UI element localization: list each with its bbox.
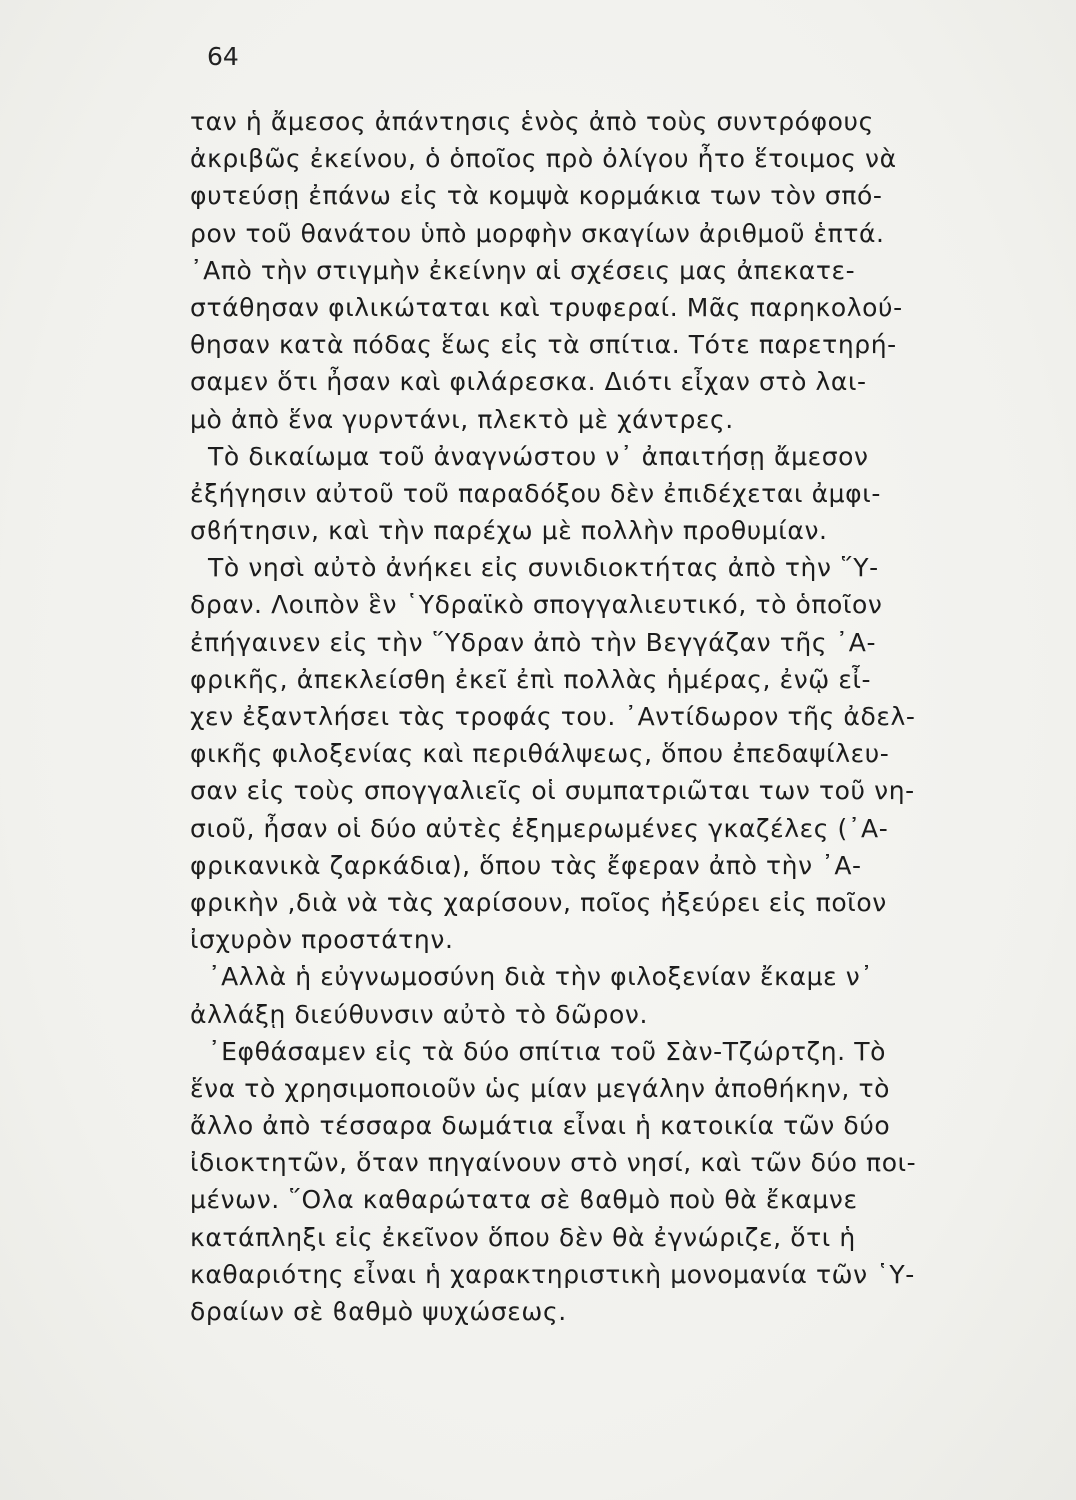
text-line: φρικῆς, ἀπεκλείσθη ἐκεῖ ἐπὶ πολλὰς ἡμέρας, ἐνῷ εἶ- — [190, 664, 872, 694]
text-line: καθαριότης εἶναι ἡ χαρακτηριστικὴ μονομανία τῶν ῾Υ- — [190, 1259, 915, 1289]
text-line: φρικανικὰ ζαρκάδια), ὅπου τὰς ἔφεραν ἀπὸ τὴν ᾿Α- — [190, 850, 862, 880]
text-line: θησαν κατὰ πόδας ἕως εἰς τὰ σπίτια. Τότε παρετηρή- — [190, 330, 897, 360]
text-line: Τὸ νησὶ αὐτὸ ἀνήκει εἰς συνιδιοκτήτας ἀπὸ τὴν ῞Υ- — [208, 553, 879, 583]
page-number: 64 — [207, 42, 239, 71]
text-line: ἐξήγησιν αὐτοῦ τοῦ παραδόξου δὲν ἐπιδέχεται ἀμφι- — [190, 478, 881, 508]
text-line: ἐπήγαινεν εἰς τὴν ῞Υδραν ἀπὸ τὴν Βεγγάζαν τῆς ᾿Α- — [190, 627, 877, 657]
text-line: ἀκριβῶς ἐκείνου, ὁ ὁποῖος πρὸ ὀλίγου ἦτο ἕτοιμος νὰ — [190, 144, 897, 174]
text-line: φρικὴν ,διὰ νὰ τὰς χαρίσουν, ποῖος ἠξεύρει εἰς ποῖον — [190, 887, 887, 917]
text-line: χεν ἐξαντλήσει τὰς τροφάς του. ᾿Αντίδωρον τῆς ἀδελ- — [190, 702, 916, 731]
text-line: Τὸ δικαίωμα τοῦ ἀναγνώστου ν᾿ ἀπαιτήσῃ ἄμεσον — [208, 441, 869, 471]
text-line: ᾿Εφθάσαμεν εἰς τὰ δύο σπίτια τοῦ Σὰν-Τζώρτζη. Τὸ — [208, 1036, 887, 1066]
text-line: ἰδιοκτητῶν, ὅταν πηγαίνουν στὸ νησί, καὶ τῶν δύο ποι- — [190, 1148, 917, 1178]
text-line: σιοῦ, ἦσαν οἱ δύο αὐτὲς ἐξημερωμένες γκαζέλες (᾿Α- — [190, 813, 889, 843]
text-line: στάθησαν φιλικώταται καὶ τρυφεραί. Μᾶς παρηκολού- — [190, 292, 903, 322]
text-line: ἀλλάξῃ διεύθυνσιν αὐτὸ τὸ δῶρον. — [190, 999, 648, 1029]
text-line: φυτεύσῃ ἐπάνω εἰς τὰ κομψὰ κορμάκια των τὸν σπό- — [190, 181, 883, 211]
text-line: ἰσχυρὸν προστάτην. — [190, 925, 454, 955]
text-line: σϐήτησιν, καὶ τὴν παρέχω μὲ πολλὴν προθυμίαν. — [190, 516, 828, 546]
text-line: μένων. ῞Ολα καθαρώτατα σὲ ϐαθμὸ ποὺ θὰ ἔκαμνε — [190, 1185, 858, 1215]
text-line: ᾿Απὸ τὴν στιγμὴν ἐκείνην αἱ σχέσεις μας ἀπεκατε- — [190, 255, 856, 285]
text-line: φικῆς φιλοξενίας καὶ περιθάλψεως, ὅπου ἐπεδαψίλευ- — [190, 739, 890, 769]
text-line: δραν. Λοιπὸν ἓν ῾Υδραϊκὸ σπογγαλιευτικό, τὸ ὁποῖον — [190, 590, 883, 620]
text-line: σαν εἰς τοὺς σπογγαλιεῖς οἱ συμπατριῶται των τοῦ νη- — [190, 776, 915, 806]
text-line: ταν ἡ ἄμεσος ἀπάντησις ἑνὸς ἀπὸ τοὺς συντρόφους — [190, 107, 874, 136]
text-line: ἄλλο ἀπὸ τέσσαρα δωμάτια εἶναι ἡ κατοικία τῶν δύο — [190, 1111, 891, 1141]
text-line: ἕνα τὸ χρησιμοποιοῦν ὡς μίαν μεγάλην ἀποθήκην, τὸ — [190, 1073, 891, 1103]
text-line: ρον τοῦ θανάτου ὑπὸ μορφὴν σκαγίων ἀριθμοῦ ἑπτά. — [190, 218, 885, 248]
text-line: κατάπληξι εἰς ἐκεῖνον ὅπου δὲν θὰ ἐγνώριζε, ὅτι ἡ — [190, 1222, 856, 1252]
text-line: μὸ ἀπὸ ἕνα γυρντάνι, πλεκτὸ μὲ χάντρες. — [190, 404, 734, 434]
body-text — [190, 103, 990, 1330]
text-line: σαμεν ὅτι ἦσαν καὶ φιλάρεσκα. Διότι εἶχαν στὸ λαι- — [190, 367, 867, 397]
text-line: δραίων σὲ ϐαθμὸ ψυχώσεως. — [190, 1297, 567, 1326]
text-line: ᾿Αλλὰ ἡ εὐγνωμοσύνη διὰ τὴν φιλοξενίαν ἔκαμε ν᾿ — [208, 962, 874, 992]
